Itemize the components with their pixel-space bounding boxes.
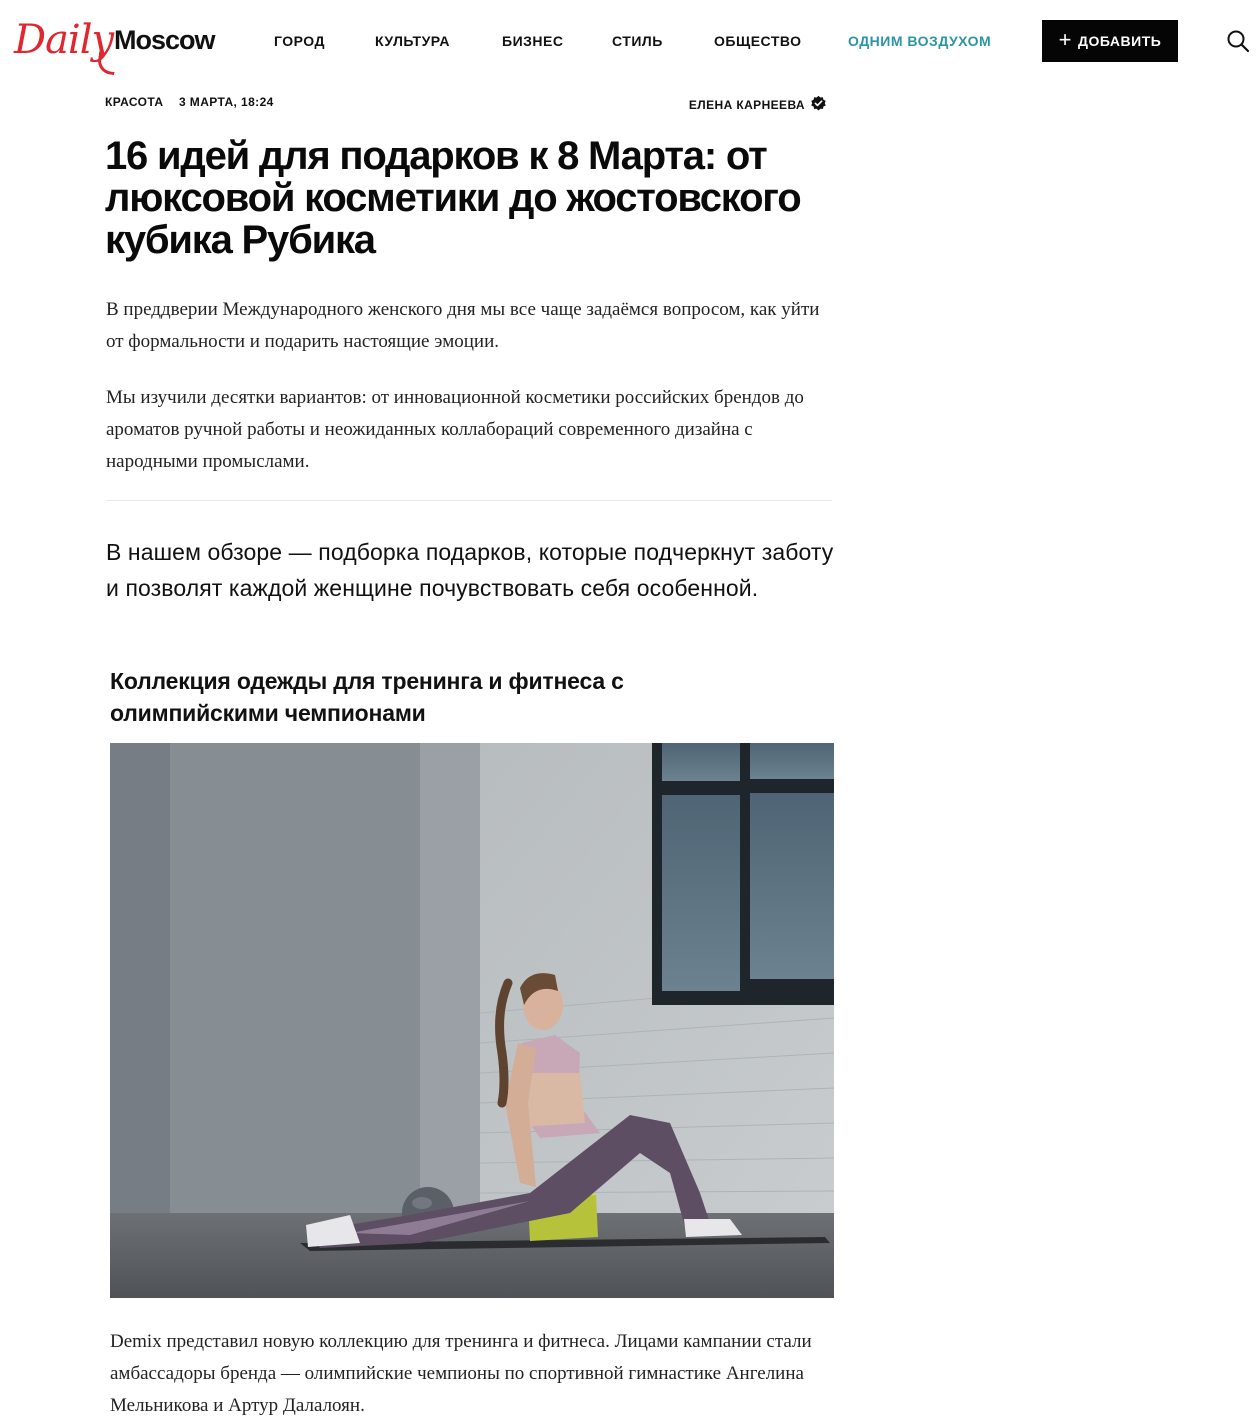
logo-script: Daily xyxy=(14,17,114,63)
article-meta xyxy=(105,95,831,115)
article-author[interactable]: ЕЛЕНА КАРНЕЕВА xyxy=(688,98,805,112)
lead-paragraph-2: Мы изучили десятки вариантов: от инновационной косметики российских брендов до ароматов ручной работы и неожиданных коллабораций современного дизайна с народными промыслами. xyxy=(106,387,804,472)
article-photo xyxy=(110,743,834,1298)
add-button[interactable] xyxy=(1042,20,1178,62)
site-header xyxy=(0,0,1256,82)
add-button-label: ДОБАВИТЬ xyxy=(1078,33,1162,49)
verified-badge-icon xyxy=(810,95,827,112)
nav-item-odnim-vozdukhom[interactable]: ОДНИМ ВОЗДУХОМ xyxy=(848,33,992,49)
article-title: 16 идей для подарков к 8 Марта: от люксовой косметики до жостовского кубика Рубика xyxy=(105,134,801,262)
nav-item-kultura[interactable]: КУЛЬТУРА xyxy=(375,33,451,49)
photo-caption: Demix представил новую коллекцию для тренинга и фитнеса. Лицами кампании стали амбассадоры бренда — олимпийские чемпионы по спортивной гимнастике Ангелина Мельникова и Артур Далалоян. xyxy=(110,1331,812,1416)
nav-item-gorod[interactable]: ГОРОД xyxy=(274,33,325,49)
search-icon[interactable] xyxy=(1226,29,1250,53)
nav-item-stil[interactable]: СТИЛЬ xyxy=(612,33,663,49)
lead-paragraph-1: В преддверии Международного женского дня мы все чаще задаёмся вопросом, как уйти от формальности и подарить настоящие эмоции. xyxy=(106,299,820,352)
divider xyxy=(106,500,832,501)
highlight-paragraph: В нашем обзоре — подборка подарков, которые подчеркнут заботу и позволят каждой женщине почувствовать себя особенной. xyxy=(106,539,834,601)
article-date: 3 МАРТА, 18:24 xyxy=(179,95,274,109)
photo-illustration xyxy=(110,743,834,1298)
nav-item-obshchestvo[interactable]: ОБЩЕСТВО xyxy=(714,33,802,49)
nav-item-biznes[interactable]: БИЗНЕС xyxy=(502,33,564,49)
plus-icon: + xyxy=(1058,27,1073,52)
section-heading: Коллекция одежды для тренинга и фитнеса с олимпийскими чемпионами xyxy=(110,668,624,726)
article-category[interactable]: КРАСОТА xyxy=(105,95,164,109)
site-logo[interactable] xyxy=(12,12,242,76)
logo-wordmark: Moscow xyxy=(114,25,215,55)
